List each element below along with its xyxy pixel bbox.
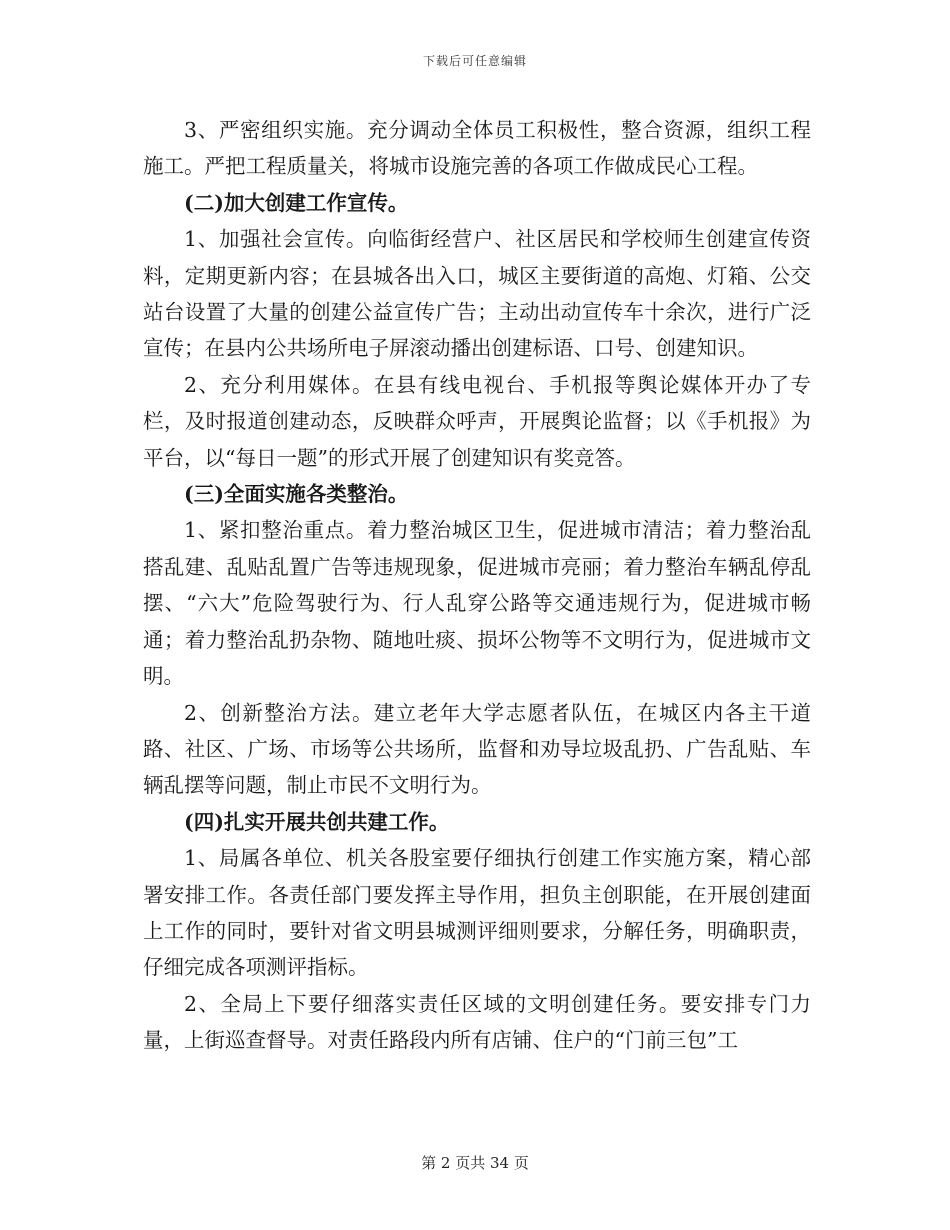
section-heading: (四)扎实开展共创共建工作。 [184, 809, 450, 834]
paragraph: 3、严密组织实施。充分调动全体员工积极性，整合资源，组织工程施工。严把工程质量关，将城市设施完善的各项工作做成民心工程。 [143, 118, 811, 179]
page-number: 第 2 页共 34 页 [421, 1154, 529, 1172]
section-heading: (二)加大创建工作宣传。 [184, 190, 409, 215]
paragraph: 2、创新整治方法。建立老年大学志愿者队伍，在城区内各主干道路、社区、广场、市场等公共场所，监督和劝导垃圾乱扔、广告乱贴、车辆乱摆等问题，制止市民不文明行为。 [143, 700, 811, 798]
page-header: 下载后可任意编辑 [422, 54, 527, 68]
document-body [143, 112, 811, 1059]
paragraph: 1、局属各单位、机关各股室要仔细执行创建工作实施方案，精心部署安排工作。各责任部门要发挥主导作用，担负主创职能，在开展创建面上工作的同时，要针对省文明县城测评细则要求，分解任务，明确职责，仔细完成各项测评指标。 [143, 846, 811, 980]
paragraph: 1、紧扣整治重点。着力整治城区卫生，促进城市清洁；着力整治乱搭乱建、乱贴乱置广告等违规现象，促进城市亮丽；着力整治车辆乱停乱摆、“六大”危险驾驶行为、行人乱穿公路等交通违规行为，促进城市畅通；着力整治乱扔杂物、随地吐痰、损坏公物等不文明行为，促进城市文明。 [143, 518, 811, 689]
paragraph: 2、充分利用媒体。在县有线电视台、手机报等舆论媒体开办了专栏，及时报道创建动态，反映群众呼声，开展舆论监督；以《手机报》为平台，以“每日一题”的形式开展了创建知识有奖竞答。 [143, 372, 811, 470]
section-heading: (三)全面实施各类整治。 [184, 482, 409, 507]
paragraph: 1、加强社会宣传。向临街经营户、社区居民和学校师生创建宣传资料，定期更新内容；在县城各出入口，城区主要街道的高炮、灯箱、公交站台设置了大量的创建公益宣传广告；主动出动宣传车十余次，进行广泛宣传；在县内公共场所电子屏滚动播出创建标语、口号、创建知识。 [143, 227, 811, 361]
paragraph: 2、全局上下要仔细落实责任区域的文明创建任务。要安排专门力量，上街巡查督导。对责任路段内所有店铺、住户的“门前三包”工 [143, 991, 811, 1053]
